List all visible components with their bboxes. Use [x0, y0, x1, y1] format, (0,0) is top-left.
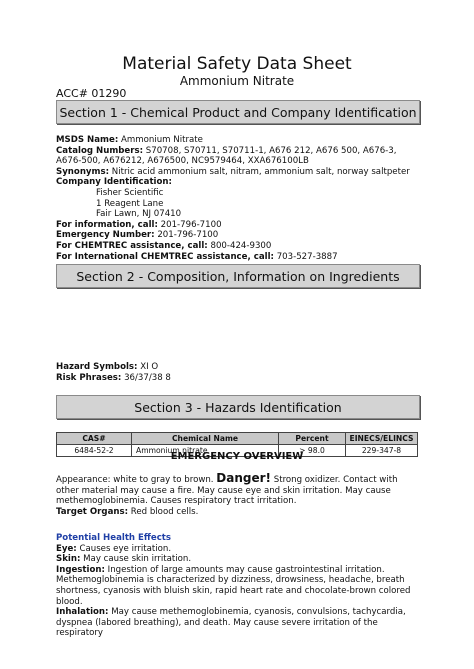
health-effects: [56, 533, 420, 639]
eye-label: Eye:: [56, 543, 77, 554]
company-line-3: Fair Lawn, NJ 07410: [96, 209, 182, 220]
appearance-warning: Strong oxidizer. Contact with other material may cause a fire. May cause eye and skin irritation. May cause methemoglobinemia. Causes respiratory tract irritation.: [56, 475, 398, 507]
risk-phrases-value: 36/37/38 8: [124, 372, 171, 383]
column-header-percent: Percent: [279, 433, 346, 445]
cell-cas: 6484-52-2: [57, 445, 132, 457]
column-header-chemical-name: Chemical Name: [132, 433, 279, 445]
synonyms-line: [56, 167, 420, 178]
chemtrec-value: 800-424-9300: [210, 240, 272, 251]
msds-name-value: Ammonium Nitrate: [121, 135, 203, 145]
hazard-symbols-value: XI O: [140, 362, 159, 372]
catalog-value: S70708, S70711, S70711-1, A676 212, A676 500, A676-3, A676-500, A676212, A676500, NC9579464, XXA676100LB: [56, 145, 397, 167]
cell-chemical-name: Ammonium nitrate: [132, 445, 279, 457]
cell-percent: > 98.0: [279, 445, 346, 457]
column-header-cas: CAS#: [57, 433, 132, 445]
company-line-2: 1 Reagent Lane: [96, 198, 164, 209]
hazard-info: [56, 362, 420, 383]
company-label: Company Identification:: [56, 177, 172, 188]
appearance-text: Appearance: white to gray to brown.: [56, 475, 214, 485]
info-value: 201-796-7100: [160, 219, 222, 230]
section-3-heading: Section 3 - Hazards Identification: [56, 395, 420, 419]
target-organs-label: Target Organs:: [56, 506, 129, 517]
hazard-symbols-label: Hazard Symbols:: [56, 362, 138, 372]
catalog-line: [56, 146, 420, 167]
synonyms-label: Synonyms:: [56, 166, 110, 177]
info-label: For information, call:: [56, 219, 158, 230]
ingestion-value: Ingestion of large amounts may cause gastrointestinal irritation. Methemoglobinemia is characterized by dizziness, drowsiness, headache, breath shortness, cyanosis with bluish skin, rapid heart rate and chocolate-brown colored blood.: [56, 564, 411, 607]
table-header-row: [57, 433, 418, 445]
column-header-einecs: EINECS/ELINCS: [346, 433, 418, 445]
emergency-line: [56, 230, 420, 241]
intl-chemtrec-label: For International CHEMTREC assistance, call:: [56, 251, 274, 262]
emergency-overview-heading: EMERGENCY OVERVIEW: [170, 451, 304, 462]
acc-number: ACC# 01290: [56, 87, 127, 100]
document-subtitle: Ammonium Nitrate: [179, 74, 295, 88]
section-3-overview: [56, 473, 420, 517]
danger-label: Danger!: [216, 471, 272, 485]
info-line: [56, 220, 420, 231]
inhalation-label: Inhalation:: [56, 607, 109, 618]
section-1-content: [56, 135, 420, 262]
target-organs-line: [56, 507, 420, 518]
company-line-1: Fisher Scientific: [96, 187, 164, 198]
skin-label: Skin:: [56, 554, 81, 565]
chemtrec-line: [56, 241, 420, 252]
inhalation-line: [56, 607, 420, 639]
msds-name-label: MSDS Name:: [56, 135, 119, 145]
eye-line: [56, 544, 420, 555]
ingestion-label: Ingestion:: [56, 564, 105, 575]
skin-line: [56, 554, 420, 565]
document-title: Material Safety Data Sheet: [122, 54, 352, 74]
ingestion-line: [56, 565, 420, 607]
section-1-heading: Section 1 - Chemical Product and Company Identification: [56, 100, 420, 124]
eye-value: Causes eye irritation.: [79, 543, 172, 554]
chemtrec-label: For CHEMTREC assistance, call:: [56, 240, 208, 251]
health-effects-heading: Potential Health Effects: [56, 533, 172, 543]
target-organs-value: Red blood cells.: [130, 506, 199, 517]
emergency-label: Emergency Number:: [56, 230, 155, 241]
catalog-label: Catalog Numbers:: [56, 145, 144, 156]
risk-phrases-label: Risk Phrases:: [56, 372, 122, 383]
hazard-symbols-line: [56, 362, 420, 373]
appearance-paragraph: [56, 473, 420, 507]
emergency-value: 201-796-7100: [157, 230, 219, 241]
intl-chemtrec-value: 703-527-3887: [276, 251, 338, 262]
skin-value: May cause skin irritation.: [83, 554, 192, 565]
cell-einecs: 229-347-8: [346, 445, 418, 457]
intl-chemtrec-line: [56, 252, 420, 263]
synonyms-value: Nitric acid ammonium salt, nitram, ammonium salt, norway saltpeter: [111, 166, 410, 177]
inhalation-value: May cause methemoglobinemia, cyanosis, convulsions, tachycardia, dyspnea (labored breathing), and death. May cause severe irritation of the respiratory: [56, 607, 406, 639]
risk-phrases-line: [56, 373, 420, 384]
section-2-heading: Section 2 - Composition, Information on Ingredients: [56, 264, 420, 288]
msds-name-line: [56, 135, 420, 146]
